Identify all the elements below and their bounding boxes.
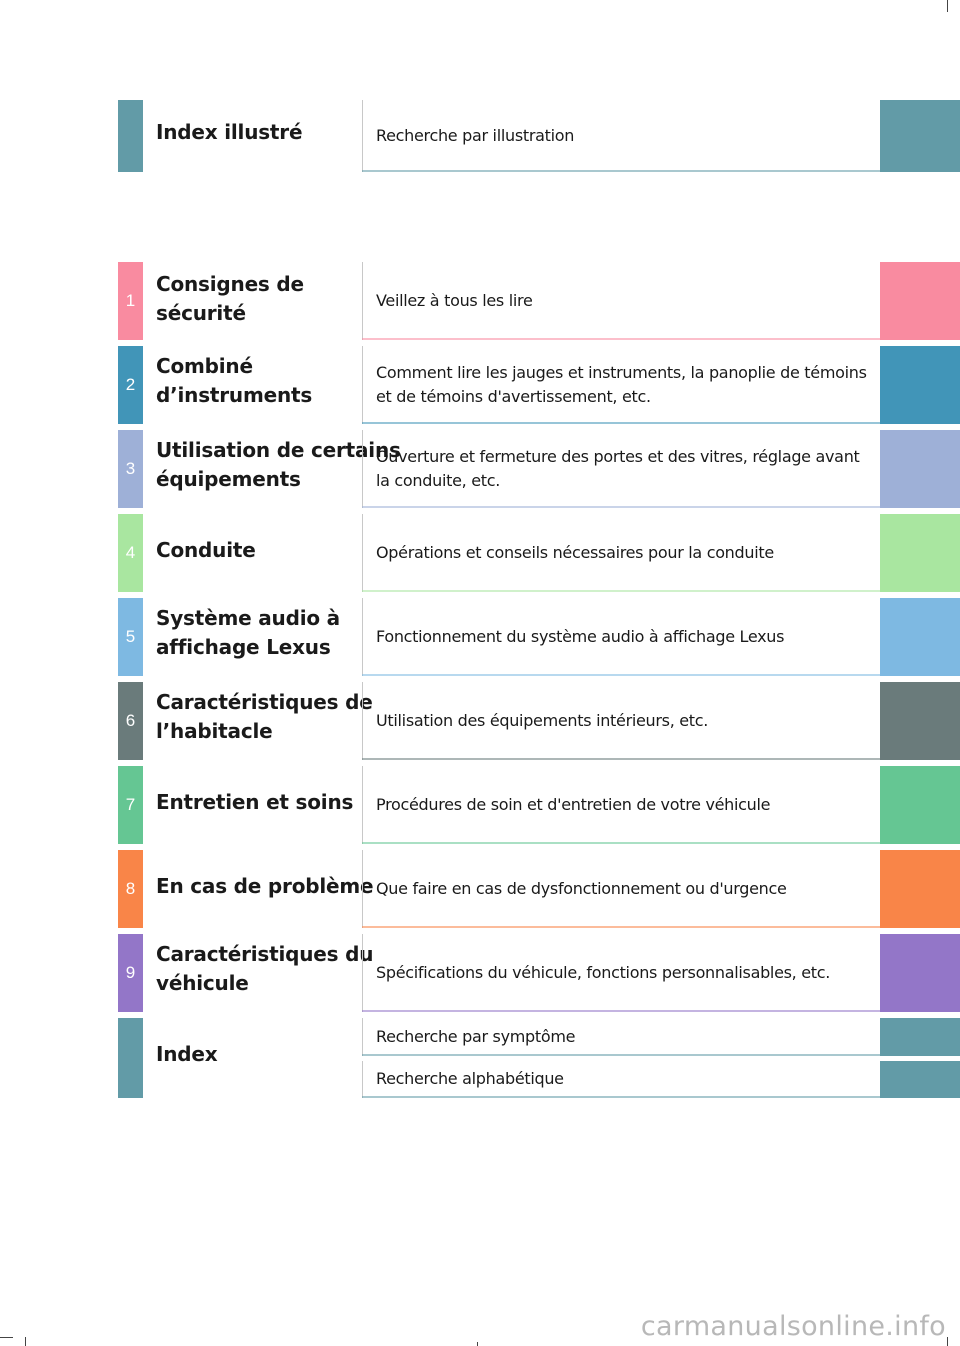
description-underline xyxy=(362,170,880,172)
section-title-line: En cas de problème xyxy=(156,874,374,898)
description-text: Que faire en cas de dysfonctionnement ou d'urgence xyxy=(376,879,787,898)
section-title-line: Index xyxy=(156,1042,218,1066)
section-edge-tab[interactable] xyxy=(880,514,960,592)
section-title-line: Consignes de xyxy=(156,272,304,296)
section-row[interactable] xyxy=(118,766,960,844)
section-number: 5 xyxy=(125,627,136,646)
description-underline xyxy=(362,338,880,340)
section-title[interactable] xyxy=(156,1040,356,1069)
section-row[interactable] xyxy=(118,1018,960,1098)
section-title[interactable] xyxy=(156,788,356,817)
section-edge-tab[interactable] xyxy=(880,1061,960,1099)
section-description[interactable] xyxy=(362,682,880,760)
section-row[interactable] xyxy=(118,934,960,1012)
crop-mark-bottom-left-h xyxy=(0,1337,13,1338)
section-color-strip xyxy=(118,598,143,676)
section-description[interactable] xyxy=(362,766,880,844)
section-color-strip xyxy=(118,100,143,172)
section-color-strip xyxy=(118,262,143,340)
description-underline xyxy=(362,1096,880,1098)
crop-mark-top-right xyxy=(947,0,948,12)
description-underline xyxy=(362,674,880,676)
description-underline xyxy=(362,926,880,928)
description-text: Utilisation des équipements intérieurs, etc. xyxy=(376,711,709,730)
section-number: 9 xyxy=(125,963,136,982)
section-edge-tab[interactable] xyxy=(880,1018,960,1056)
section-row[interactable] xyxy=(118,430,960,508)
section-edge-tab[interactable] xyxy=(880,346,960,424)
section-title-line: Système audio à xyxy=(156,606,340,630)
section-title[interactable] xyxy=(156,688,373,746)
section-row[interactable] xyxy=(118,598,960,676)
section-title-line: Index illustré xyxy=(156,120,303,144)
section-title-line: équipements xyxy=(156,467,301,491)
section-edge-tab[interactable] xyxy=(880,766,960,844)
description-underline xyxy=(362,842,880,844)
section-title-line: d’instruments xyxy=(156,383,313,407)
section-color-strip xyxy=(118,850,143,928)
section-title-line: Combiné xyxy=(156,354,253,378)
sub-description[interactable] xyxy=(362,1061,880,1099)
section-color-strip xyxy=(118,934,143,1012)
crop-mark-bottom-right-v xyxy=(947,1337,948,1346)
description-text: Comment lire les jauges et instruments, la panoplie de témoins et de témoins d'avertissement, etc. xyxy=(376,363,867,406)
description-text: Recherche alphabétique xyxy=(376,1069,564,1089)
section-title[interactable] xyxy=(156,436,401,494)
section-edge-tab[interactable] xyxy=(880,262,960,340)
section-number: 4 xyxy=(125,543,136,562)
crop-mark-bottom-center xyxy=(477,1342,478,1346)
section-title-line: affichage Lexus xyxy=(156,635,331,659)
description-text: Recherche par illustration xyxy=(376,126,575,145)
description-text: Fonctionnement du système audio à affichage Lexus xyxy=(376,627,785,646)
watermark: carmanualsonline.info xyxy=(640,1311,946,1342)
section-row[interactable] xyxy=(118,346,960,424)
section-row[interactable] xyxy=(118,514,960,592)
section-row[interactable] xyxy=(118,850,960,928)
description-underline xyxy=(362,590,880,592)
description-underline xyxy=(362,758,880,760)
section-title[interactable] xyxy=(156,352,356,410)
section-title[interactable] xyxy=(156,872,374,901)
section-color-strip xyxy=(118,514,143,592)
section-edge-tab[interactable] xyxy=(880,100,960,172)
section-row[interactable] xyxy=(118,682,960,760)
section-color-strip xyxy=(118,1018,143,1098)
section-edge-tab[interactable] xyxy=(880,682,960,760)
section-title[interactable] xyxy=(156,604,356,662)
crop-mark-bottom-left-v xyxy=(25,1337,26,1346)
section-title[interactable] xyxy=(156,536,356,565)
section-title-line: Conduite xyxy=(156,538,256,562)
section-title[interactable] xyxy=(156,118,356,147)
section-edge-tab[interactable] xyxy=(880,430,960,508)
description-underline xyxy=(362,1010,880,1012)
section-description[interactable] xyxy=(362,934,880,1012)
section-title-line: Utilisation de certains xyxy=(156,438,401,462)
section-number: 6 xyxy=(125,711,136,730)
section-number: 7 xyxy=(125,795,136,814)
section-title-line: sécurité xyxy=(156,301,246,325)
section-description[interactable] xyxy=(362,430,880,508)
section-number: 8 xyxy=(125,879,136,898)
section-edge-tab[interactable] xyxy=(880,934,960,1012)
description-text: Opérations et conseils nécessaires pour la conduite xyxy=(376,543,774,562)
section-description[interactable] xyxy=(362,514,880,592)
section-number: 2 xyxy=(125,375,136,394)
sub-description[interactable] xyxy=(362,1018,880,1056)
section-title-line: Caractéristiques du xyxy=(156,942,374,966)
description-text: Veillez à tous les lire xyxy=(376,291,533,310)
description-text: Procédures de soin et d'entretien de votre véhicule xyxy=(376,795,771,814)
section-title[interactable] xyxy=(156,940,374,998)
section-description[interactable] xyxy=(362,850,880,928)
description-text: Ouverture et fermeture des portes et des vitres, réglage avant la conduite, etc. xyxy=(376,447,860,490)
section-edge-tab[interactable] xyxy=(880,598,960,676)
section-row[interactable] xyxy=(118,100,960,172)
section-title-line: Entretien et soins xyxy=(156,790,354,814)
section-title-line: Caractéristiques de xyxy=(156,690,373,714)
section-color-strip xyxy=(118,766,143,844)
description-underline xyxy=(362,506,880,508)
section-title-line: l’habitacle xyxy=(156,719,273,743)
section-title[interactable] xyxy=(156,270,356,328)
section-color-strip xyxy=(118,682,143,760)
section-color-strip xyxy=(118,430,143,508)
section-number: 3 xyxy=(125,459,136,478)
section-description[interactable] xyxy=(362,262,880,340)
section-number: 1 xyxy=(125,291,136,310)
section-color-strip xyxy=(118,346,143,424)
description-underline xyxy=(362,422,880,424)
section-title-line: véhicule xyxy=(156,971,249,995)
section-description[interactable] xyxy=(362,346,880,424)
section-description[interactable] xyxy=(362,100,880,172)
description-underline xyxy=(362,1054,880,1056)
section-edge-tab[interactable] xyxy=(880,850,960,928)
description-text: Spécifications du véhicule, fonctions personnalisables, etc. xyxy=(376,963,831,982)
section-row[interactable] xyxy=(118,262,960,340)
description-text: Recherche par symptôme xyxy=(376,1026,576,1046)
section-description[interactable] xyxy=(362,598,880,676)
